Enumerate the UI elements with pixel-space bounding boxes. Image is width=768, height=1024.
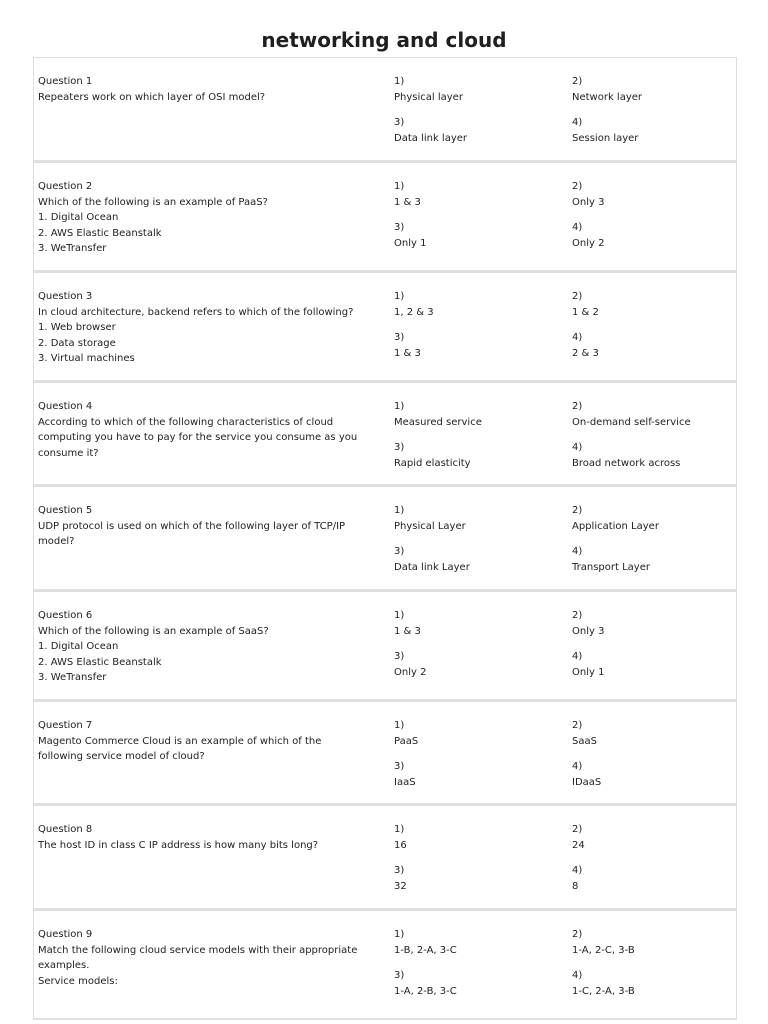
answer-option-1[interactable] (394, 927, 457, 958)
answer-option-3[interactable] (394, 968, 457, 999)
option-number: 1) (394, 505, 405, 516)
option-text: Session layer (572, 132, 639, 144)
question-text (38, 927, 368, 989)
option-text: 1 & 3 (394, 196, 421, 208)
question-text (38, 399, 368, 461)
option-number: 3) (394, 651, 405, 662)
question-label: Question 2 (38, 181, 93, 192)
option-number: 4) (572, 332, 583, 343)
question-prompt: In cloud architecture, backend refers to which of the following? (38, 306, 354, 318)
question-label: Question 6 (38, 610, 93, 621)
option-number: 1) (394, 291, 405, 302)
answer-option-1[interactable] (394, 718, 418, 749)
option-number: 1) (394, 181, 405, 192)
question-label: Question 5 (38, 505, 93, 516)
question-card (33, 591, 737, 701)
answer-option-1[interactable] (394, 608, 421, 639)
option-text: Only 3 (572, 625, 605, 637)
question-text (38, 822, 368, 853)
question-label: Question 4 (38, 401, 93, 412)
option-number: 3) (394, 117, 405, 128)
answer-option-3[interactable] (394, 544, 470, 575)
question-list-item: 1. Digital Ocean (38, 641, 119, 652)
option-text: 1 & 3 (394, 347, 421, 359)
option-text: PaaS (394, 735, 419, 747)
question-card (33, 805, 737, 910)
option-number: 2) (572, 76, 583, 87)
answer-option-4[interactable] (572, 759, 601, 790)
option-text: 1-C, 2-A, 3-B (572, 985, 635, 997)
answer-option-2[interactable] (572, 289, 599, 320)
option-number: 3) (394, 546, 405, 557)
question-label: Question 9 (38, 929, 93, 940)
option-number: 4) (572, 761, 583, 772)
option-text: IaaS (394, 776, 416, 788)
page-title: networking and cloud (261, 28, 507, 52)
answer-option-4[interactable] (572, 649, 604, 680)
answer-option-3[interactable] (394, 115, 467, 146)
question-list-item: 1. Digital Ocean (38, 212, 119, 223)
option-text: 1-A, 2-C, 3-B (572, 944, 635, 956)
option-text: Only 3 (572, 196, 605, 208)
option-text: On-demand self-service (572, 416, 691, 428)
option-number: 3) (394, 970, 405, 981)
option-text: Transport Layer (572, 561, 650, 573)
question-list-item: 2. Data storage (38, 337, 116, 349)
answer-option-1[interactable] (394, 399, 482, 430)
answer-option-1[interactable] (394, 74, 463, 105)
answer-option-4[interactable] (572, 968, 635, 999)
question-prompt: Which of the following is an example of SaaS? (38, 625, 269, 637)
answer-option-2[interactable] (572, 927, 635, 958)
option-text: Network layer (572, 91, 643, 103)
answer-option-4[interactable] (572, 115, 638, 146)
answer-option-4[interactable] (572, 330, 599, 361)
question-list-item: 2. AWS Elastic Beanstalk (38, 656, 162, 668)
option-number: 4) (572, 970, 583, 981)
question-label: Question 8 (38, 824, 93, 835)
option-number: 4) (572, 865, 583, 876)
option-text: 1-B, 2-A, 3-C (394, 944, 457, 956)
option-number: 2) (572, 505, 583, 516)
option-number: 4) (572, 222, 583, 233)
answer-option-3[interactable] (394, 759, 416, 790)
question-prompt: The host ID in class C IP address is how many bits long? (38, 839, 319, 851)
option-text: 1 & 3 (394, 625, 421, 637)
answer-option-3[interactable] (394, 863, 407, 894)
option-text: 2 & 3 (572, 347, 599, 359)
answer-option-2[interactable] (572, 74, 642, 105)
question-text (38, 608, 368, 686)
answer-option-2[interactable] (572, 718, 597, 749)
option-number: 3) (394, 332, 405, 343)
option-text: IDaaS (572, 776, 602, 788)
answer-option-4[interactable] (572, 440, 680, 471)
question-list-item: 3. WeTransfer (38, 672, 107, 683)
question-card (33, 910, 737, 1020)
option-number: 1) (394, 401, 405, 412)
question-prompt: UDP protocol is used on which of the following layer of TCP/IP model? (38, 520, 346, 547)
question-list-item: 2. AWS Elastic Beanstalk (38, 227, 162, 239)
question-text (38, 179, 368, 257)
answer-option-4[interactable] (572, 863, 582, 894)
option-number: 3) (394, 442, 405, 453)
question-prompt: Which of the following is an example of PaaS? (38, 196, 268, 208)
question-prompt: Magento Commerce Cloud is an example of which of the following service model of cloud? (38, 735, 322, 762)
option-number: 1) (394, 76, 405, 87)
question-list (33, 57, 737, 1020)
option-number: 1) (394, 824, 405, 835)
question-card (33, 162, 737, 272)
option-number: 2) (572, 929, 583, 940)
option-text: 1 & 2 (572, 306, 599, 318)
option-number: 3) (394, 222, 405, 233)
option-number: 2) (572, 720, 583, 731)
option-number: 2) (572, 181, 583, 192)
answer-option-2[interactable] (572, 503, 659, 534)
answer-option-2[interactable] (572, 399, 691, 430)
option-number: 2) (572, 401, 583, 412)
answer-option-3[interactable] (394, 440, 471, 471)
answer-option-3[interactable] (394, 220, 426, 251)
question-label: Question 1 (38, 76, 93, 87)
question-text (38, 289, 368, 367)
option-text: Broad network across (572, 457, 681, 469)
option-number: 4) (572, 442, 583, 453)
answer-option-2[interactable] (572, 822, 585, 853)
option-text: Measured service (394, 416, 482, 428)
answer-option-4[interactable] (572, 544, 650, 575)
answer-option-1[interactable] (394, 179, 421, 210)
question-card (33, 486, 737, 591)
option-number: 1) (394, 720, 405, 731)
option-text: Application Layer (572, 520, 659, 532)
option-number: 2) (572, 291, 583, 302)
option-number: 3) (394, 761, 405, 772)
answer-option-1[interactable] (394, 289, 434, 320)
question-card (33, 57, 737, 162)
option-text: Only 2 (572, 237, 605, 249)
option-number: 2) (572, 610, 583, 621)
question-prompt: Repeaters work on which layer of OSI model? (38, 91, 266, 103)
question-label: Question 3 (38, 291, 93, 302)
option-text: Physical layer (394, 91, 463, 103)
option-text: Only 1 (394, 237, 427, 249)
option-text: Rapid elasticity (394, 457, 471, 469)
question-list-item: Service models: (38, 975, 118, 987)
answer-option-3[interactable] (394, 330, 421, 361)
option-text: Physical Layer (394, 520, 466, 532)
question-card (33, 272, 737, 382)
option-number: 3) (394, 865, 405, 876)
question-text (38, 74, 368, 105)
question-list-item: 3. Virtual machines (38, 353, 135, 364)
option-text: Only 2 (394, 666, 427, 678)
option-text: SaaS (572, 735, 597, 747)
question-card (33, 701, 737, 805)
option-number: 2) (572, 824, 583, 835)
option-text: 1-A, 2-B, 3-C (394, 985, 457, 997)
option-text: Only 1 (572, 666, 605, 678)
question-prompt: According to which of the following characteristics of cloud computing you have to pay for the service you consume as you consume it? (38, 416, 358, 459)
option-number: 4) (572, 546, 583, 557)
question-label: Question 7 (38, 720, 93, 731)
option-number: 4) (572, 651, 583, 662)
question-card (33, 382, 737, 486)
option-number: 1) (394, 610, 405, 621)
answer-option-1[interactable] (394, 503, 466, 534)
option-text: Data link Layer (394, 561, 470, 573)
option-text: 8 (572, 880, 579, 892)
option-number: 4) (572, 117, 583, 128)
question-text (38, 718, 368, 765)
answer-option-1[interactable] (394, 822, 407, 853)
option-number: 1) (394, 929, 405, 940)
question-list-item: 3. WeTransfer (38, 243, 107, 254)
answer-option-4[interactable] (572, 220, 604, 251)
answer-option-3[interactable] (394, 649, 426, 680)
question-text (38, 503, 368, 550)
option-text: 16 (394, 839, 407, 851)
option-text: Data link layer (394, 132, 468, 144)
option-text: 32 (394, 880, 407, 892)
answer-option-2[interactable] (572, 179, 604, 210)
question-list-item: 1. Web browser (38, 322, 116, 333)
option-text: 1, 2 & 3 (394, 306, 434, 318)
option-text: 24 (572, 839, 585, 851)
answer-option-2[interactable] (572, 608, 604, 639)
question-prompt: Match the following cloud service models with their appropriate examples. (38, 944, 358, 971)
